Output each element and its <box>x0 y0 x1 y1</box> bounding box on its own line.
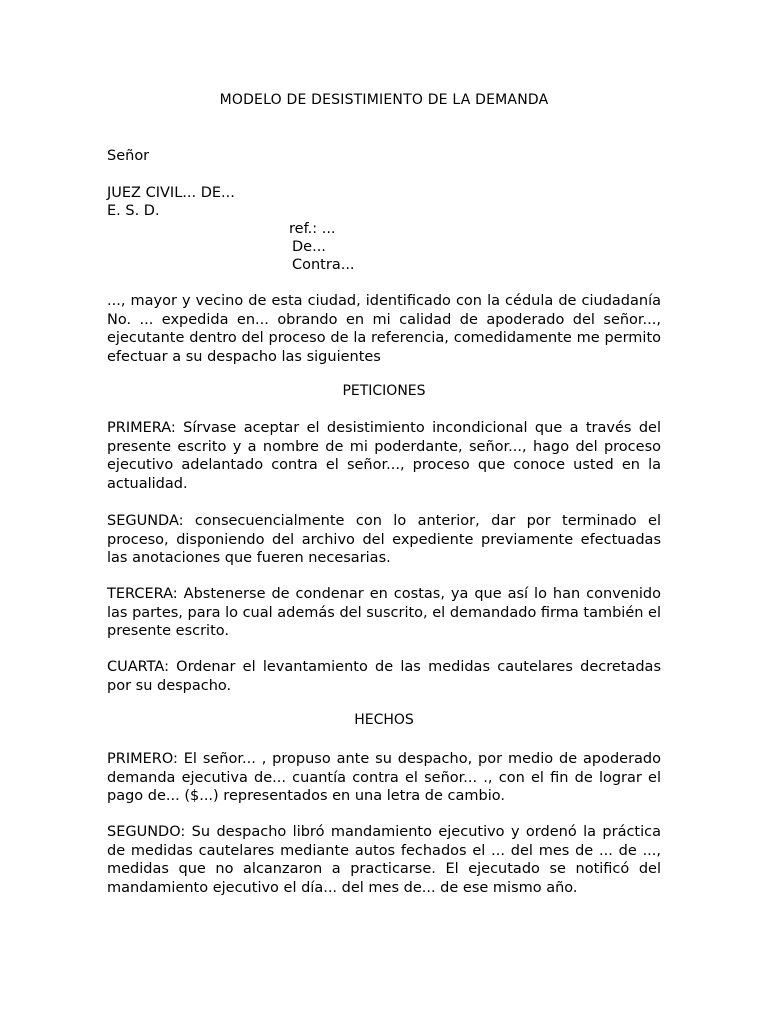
document-title: MODELO DE DESISTIMIENTO DE LA DEMANDA <box>219 92 549 108</box>
hecho-segundo: SEGUNDO: Su despacho libró mandamiento ejecutivo y ordenó la práctica de medidas cautelares mediante autos fechados el ... del mes de ... de ..., medidas que no alcanzaron a practicarse. El ejecutado se notificó del mandamiento ejecutivo el día... del mes de... de ese mismo año. <box>107 824 661 896</box>
reference-label: ref.: ... <box>289 221 336 237</box>
reference-contra: Contra... <box>292 257 355 273</box>
hecho-primero: PRIMERO: El señor... , propuso ante su despacho, por medio de apoderado demanda ejecutiva de... cuantía contra el señor... ., con el fin de lograr el pago de... ($...) representados en una letra de cambio. <box>107 751 661 804</box>
peticiones-heading: PETICIONES <box>342 383 426 399</box>
addressee-line-2: E. S. D. <box>107 203 160 219</box>
intro-paragraph: ..., mayor y vecino de esta ciudad, identificado con la cédula de ciudadanía No. ... expedida en... obrando en mi calidad de apoderado del señor..., ejecutante dentro del proceso de la referencia, comedidamente me permito efectuar a su despacho las siguientes <box>107 293 661 365</box>
peticion-tercera: TERCERA: Abstenerse de condenar en costas, ya que así lo han convenido las partes, para lo cual además del suscrito, el demandado firma también el presente escrito. <box>107 586 661 639</box>
peticion-segunda: SEGUNDA: consecuencialmente con lo anterior, dar por terminado el proceso, disponiendo del archivo del expediente previamente efectuadas las anotaciones que fueren necesarias. <box>107 513 661 566</box>
salutation: Señor <box>107 148 150 164</box>
reference-de: De... <box>292 239 326 255</box>
peticion-primera: PRIMERA: Sírvase aceptar el desistimiento incondicional que a través del presente escrito y a nombre de mi poderdante, señor..., hago del proceso ejecutivo adelantado contra el señor..., proceso que conoce usted en la actualidad. <box>107 420 661 492</box>
hechos-heading: HECHOS <box>354 712 414 728</box>
peticion-cuarta: CUARTA: Ordenar el levantamiento de las medidas cautelares decretadas por su despacho. <box>107 659 661 694</box>
addressee-line-1: JUEZ CIVIL... DE... <box>107 185 235 201</box>
